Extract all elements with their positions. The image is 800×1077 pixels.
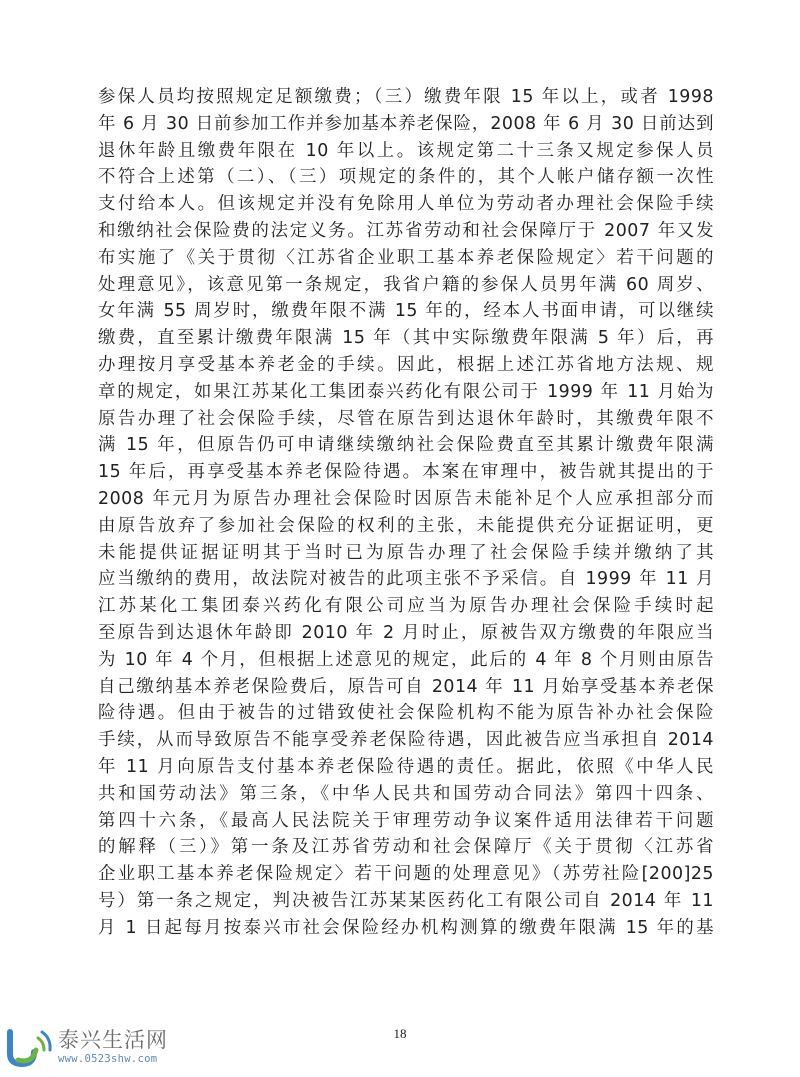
text-line: 女年满 55 周岁时，缴费年限不满 15 年的，经本人书面申请，可以继续 xyxy=(98,301,714,322)
text-line: 满 15 年，但原告仍可申请继续缴纳社会保险费直至其累计缴费年限满 xyxy=(98,435,714,456)
watermark-url: www.0523shw.com xyxy=(58,1053,158,1065)
text-line: 江苏某化工集团泰兴药化有限公司应当为原告办理社会保险手续时起 xyxy=(98,596,714,617)
text-line: 至原告到达退休年龄即 2010 年 2 月时止，原被告双方缴费的年限应当 xyxy=(98,622,714,643)
text-line: 缴费，直至累计缴费年限满 15 年（其中实际缴费年限满 5 年）后，再 xyxy=(98,328,714,349)
text-line: 手续，从而导致原告不能享受养老保险待遇，因此被告应当承担自 2014 xyxy=(98,730,714,751)
text-line: 年 6 月 30 日前参加工作并参加基本养老保险，2008 年 6 月 30 日前达到 xyxy=(98,113,714,134)
text-line: 未能提供证据证明其于当时已为原告办理了社会保险手续并缴纳了其 xyxy=(98,542,714,563)
text-line: 年 11 月向原告支付基本养老保险待遇的责任。据此，依照《中华人民 xyxy=(98,756,714,777)
body-text xyxy=(98,84,714,942)
text-line: 自己缴纳基本养老保险费后，原告可自 2014 年 11 月始享受基本养老保 xyxy=(98,676,714,697)
text-line: 不符合上述第（二）、（三）项规定的条件的，其个人帐户储存额一次性 xyxy=(98,167,714,188)
text-line: 险待遇。但由于被告的过错致使社会保险机构不能为原告补办社会保险 xyxy=(98,703,714,724)
text-line: 原告办理了社会保险手续，尽管在原告到达退休年龄时，其缴费年限不 xyxy=(98,408,714,429)
text-line: 号）第一条之规定，判决被告江苏某某医药化工有限公司自 2014 年 11 xyxy=(98,890,714,911)
text-line: 的解释（三）》第一条及江苏省劳动和社会保障厅《关于贯彻〈江苏省 xyxy=(98,837,714,858)
signal-logo-icon xyxy=(4,1024,56,1068)
text-line: 参保人员均按照规定足额缴费；（三）缴费年限 15 年以上，或者 1998 xyxy=(98,87,714,107)
text-line: 章的规定，如果江苏某化工集团泰兴药化有限公司于 1999 年 11 月始为 xyxy=(98,381,714,402)
text-line: 为 10 年 4 个月，但根据上述意见的规定，此后的 4 年 8 个月则由原告 xyxy=(98,649,714,670)
text-line: 15 年后，再享受基本养老保险待遇。本案在审理中，被告就其提出的于 xyxy=(98,462,714,483)
text-line: 和缴纳社会保险费的法定义务。江苏省劳动和社会保障厅于 2007 年又发 xyxy=(98,220,714,241)
text-line: 退休年龄且缴费年限在 10 年以上。该规定第二十三条又规定参保人员 xyxy=(98,140,714,161)
text-line: 由原告放弃了参加社会保险的权利的主张，未能提供充分证据证明，更 xyxy=(98,515,714,536)
text-line: 2008 年元月为原告办理社会保险时因原告未能补足个人应承担部分而 xyxy=(98,488,714,509)
text-line: 共和国劳动法》第三条，《中华人民共和国劳动合同法》第四十四条、 xyxy=(98,783,714,804)
text-line: 应当缴纳的费用，故法院对被告的此项主张不予采信。自 1999 年 11 月 xyxy=(98,569,714,590)
text-line: 月 1 日起每月按泰兴市社会保险经办机构测算的缴费年限满 15 年的基 xyxy=(98,917,714,938)
watermark-brand: 泰兴生活网 xyxy=(58,1028,168,1052)
text-line: 支付给本人。但该规定并没有免除用人单位为劳动者办理社会保险手续 xyxy=(98,194,714,215)
page-number: 18 xyxy=(393,1026,407,1041)
text-line: 布实施了《关于贯彻〈江苏省企业职工基本养老保险规定〉若干问题的 xyxy=(98,247,714,268)
text-line: 第四十六条，《最高人民法院关于审理劳动争议案件适用法律若干问题 xyxy=(98,810,714,831)
site-watermark xyxy=(4,1022,244,1072)
text-line: 办理按月享受基本养老金的手续。因此，根据上述江苏省地方法规、规 xyxy=(98,354,714,375)
text-line: 处理意见》，该意见第一条规定，我省户籍的参保人员男年满 60 周岁、 xyxy=(98,274,714,295)
text-line: 企业职工基本养老保险规定〉若干问题的处理意见》（苏劳社险[200]25 xyxy=(98,864,714,885)
